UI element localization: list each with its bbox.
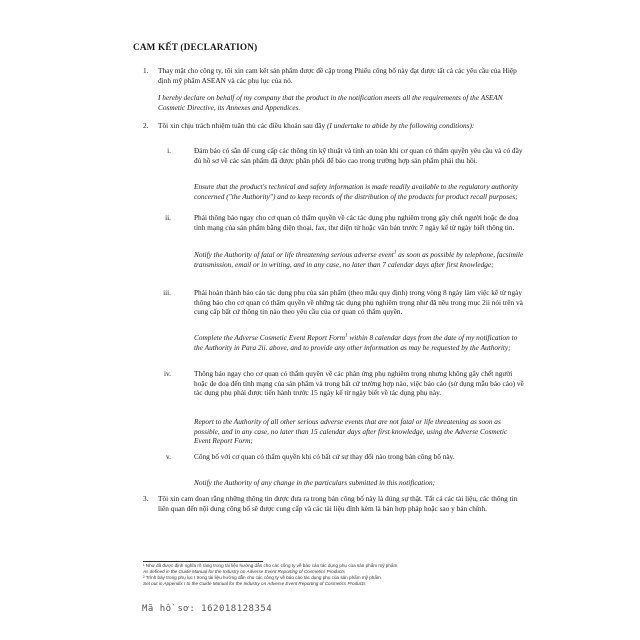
sub-i-vi: Đảm bảo có sẵn để cung cấp các thông tin kỹ thuật và tính an toàn khi cơ quan có thẩm quyền yêu cầu và có đầy đủ hồ sơ về các sản phẩm đã được phân phối để báo cao trong trường hợp sản phẩm phải thu hồi. — [194, 146, 523, 165]
sub-number: iv. — [163, 369, 171, 378]
item-number: 1. — [143, 66, 149, 75]
footnote-1-en: As defined in the Guide Manual for the Industry on Adverse Event Reporting of Cosmetics Products — [143, 569, 345, 574]
sub-iv-vi: Thông báo ngay cho cơ quan có thẩm quyền về các phản ứng phụ nghiêm trọng nhưng không gây chết người hoặc đe doạ đến tính mạng của sản phẩm và trong bất cứ trường hợp nào, việc báo cáo (sử dụng mẫu báo cáo) về tác dụng phụ phải được tiến hành trước 15 ngày kể từ ngày biết về tác dụng phụ này. — [194, 369, 524, 398]
sub-i-en: Ensure that the product's technical and safety information is made readily available to the regulatory authority concerned ("the Authority") and to keep records of the distribution of the products for product recall purposes; — [194, 182, 519, 201]
sub-iii-en — [194, 333, 524, 352]
sub-number: v. — [166, 452, 171, 461]
sub-v-en: Notify the Authority of any change in the particulars submitted in this notification; — [194, 478, 436, 487]
footnote-ref: 1 — [393, 250, 397, 256]
sub-iii-en-b: within 8 calendar days from the date of my notification to the Authority in Para 2ii. above, and to provide any other information as may be requested by the Authority; — [194, 333, 518, 352]
item-3-vi: Tôi xin cam đoan rằng những thông tin được đưa ra trong bản công bố này là đúng sự thật. Tất cả các tài liệu, các thông tin liên quan đến nội dung công bố sẽ được cung cấp và các tài liệu đính kèm là bản hợp pháp hoặc sao y bản chính. — [158, 494, 518, 513]
sub-iii-vi: Phải hoàn thành báo cáo tác dụng phụ của sản phẩm (theo mẫu quy định) trong vòng 8 ngày làm việc kể từ ngày thông báo cho cơ quan có thẩm quyền về những tác dụng phụ nghiêm trọng như đã nêu trong mục 2ii nói trên và cung cấp bất cứ thông tin nào theo yêu cầu của cơ quan có thẩm quyền. — [194, 288, 523, 317]
sub-ii-vi: Phải thông báo ngay cho cơ quan có thẩm quyền về các tác dụng phụ nghiêm trọng gây chết người hoặc đe doạ tính mạng của sản phẩm bằng điện thoại, fax, thư điện tử hoặc văn bản trước 7 ngày kể từ ngày biết thông tin. — [194, 213, 519, 232]
sub-iv-en: Report to the Authority of all other serious adverse events that are not fatal or life threatening as soon as possible, and in any case, no later than 15 calendar days after first knowledge, using the Adverse Cosmetic Event Report Form; — [194, 417, 508, 446]
item-2-text — [158, 121, 528, 131]
page-title: CAM KẾT (DECLARATION) — [133, 42, 258, 52]
footnote-ref: 1 — [345, 333, 348, 339]
sub-ii-en-b: as soon as possible by telephone, facsimile transmission, email or in writing, and in any case, no later than 7 calendar days after first knowledge; — [194, 250, 524, 269]
item-2-en: (I undertake to abide by the following conditions): — [327, 121, 475, 130]
footnote-divider — [143, 561, 263, 562]
footnote-2-vi: ² Trình bày trong phụ lục I trong tài liệu hướng dẫn cho các công ty về báo cáo tác dụng phụ của sản phẩm mỹ phẩm. — [143, 575, 382, 580]
item-1-vi: Thay mặt cho công ty, tôi xin cam kết sản phẩm được đề cập trong Phiếu công bố này đạt được tất cả các yêu cầu của Hiệp định mỹ phẩm ASEAN và các phụ lục của nó. — [158, 66, 517, 85]
footnote-1-vi: ¹ Như đã được định nghĩa rõ ràng trong tài liệu hướng dẫn cho các công ty về báo cáo tác dụng phụ của sản phẩm mỹ phẩm. — [143, 563, 399, 568]
footnote-2-en: Set out in Appendix I to the Guide Manual for the Industry on Adverse Event Reporting of Cosmetics Products — [143, 581, 366, 586]
item-1-en: I hereby declare on behalf of my company that the product in the notification meets all the requirements of the ASEAN Cosmetic Directive, its Annexes and Appendices. — [158, 93, 503, 112]
item-number: 2. — [143, 121, 149, 130]
sub-iii-en-a: Complete the Adverse Cosmetic Event Report Form — [194, 333, 346, 342]
sub-ii-en-a: Notify the Authority of fatal or life threatening serious adverse event — [194, 250, 394, 259]
sub-number: i. — [167, 146, 171, 155]
sub-v-vi: Công bố với cơ quan có thẩm quyền khi có bất cứ sự thay đổi nào trong bản công bố này. — [194, 452, 455, 461]
record-code: Mã hồ sơ: 162018128354 — [142, 604, 273, 614]
item-number: 3. — [143, 494, 149, 503]
item-2-vi: Tôi xin chịu trách nhiệm tuân thủ các điều khoản sau đây — [158, 121, 326, 130]
sub-number: iii. — [163, 288, 171, 297]
sub-ii-en — [194, 250, 524, 269]
sub-number: ii. — [165, 213, 171, 222]
